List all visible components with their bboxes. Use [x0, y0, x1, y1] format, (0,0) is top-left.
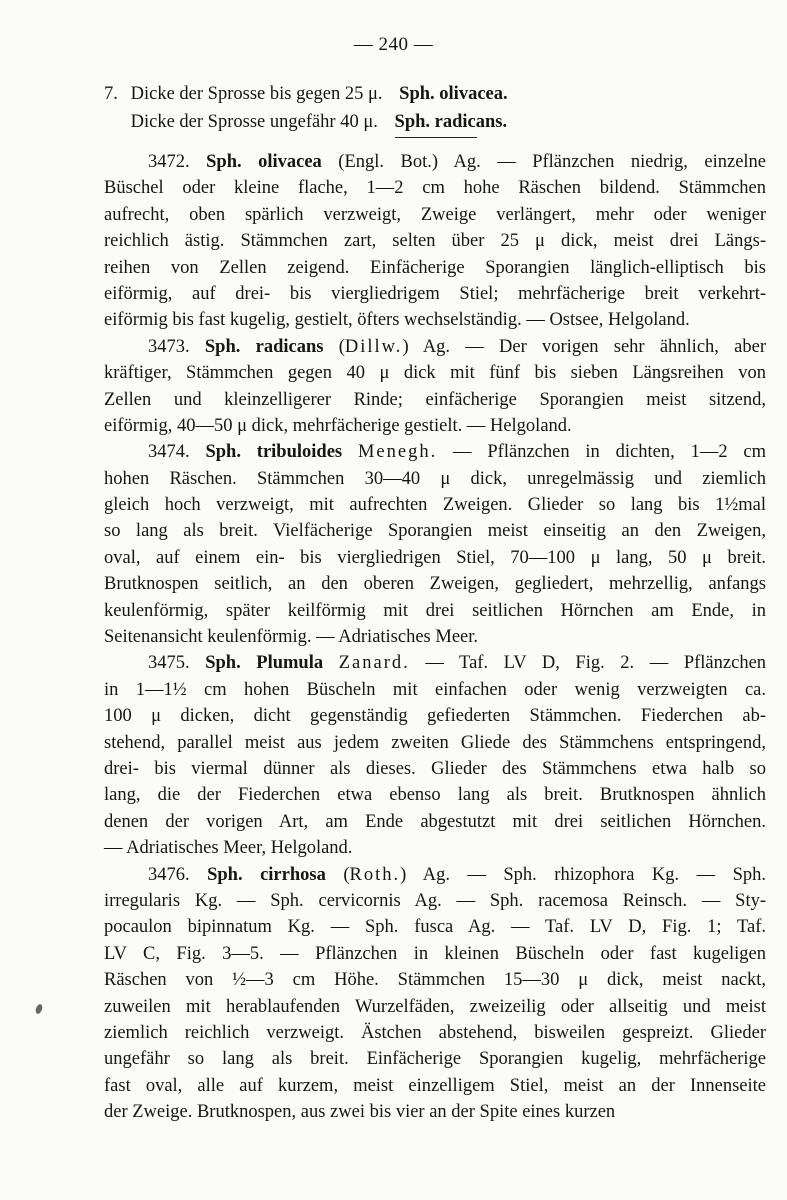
- entry-text-line: [104, 413, 766, 439]
- species-descriptions: [104, 149, 766, 1125]
- text-run: zuweilen mit herablaufenden Wurzelfäden, zweizeilig oder allseitig und meist: [104, 996, 766, 1017]
- text-run: [323, 653, 339, 673]
- entry-text-line: [104, 228, 766, 254]
- entry-text-line: [104, 202, 766, 228]
- species-name: Sph. cirrhosa: [207, 864, 326, 885]
- species-entry-3473: [104, 334, 766, 440]
- text-run: reichlich ästig. Stämmchen zart, selten über 25 μ dick, meist drei Längs-: [104, 231, 766, 252]
- entry-text-line: [104, 518, 766, 544]
- species-entry-3472: [104, 149, 766, 334]
- entry-text-line: [104, 281, 766, 307]
- entry-text-line: [104, 703, 766, 729]
- entry-text-line: [104, 598, 766, 624]
- author-abbreviation: Zanard.: [338, 653, 410, 674]
- entry-text-line: [104, 175, 766, 201]
- entry-text-line: [104, 1073, 766, 1099]
- text-run: ungefähr so lang als breit. Einfächerige Sporangien kugelig, mehrfächerige: [104, 1049, 766, 1070]
- text-run: eiförmig, 40—50 μ dick, mehrfächerige gestielt. — Helgoland.: [104, 415, 572, 436]
- text-run: 3473.: [148, 336, 205, 357]
- entry-text-line: [104, 360, 766, 386]
- text-run: kräftiger, Stämmchen gegen 40 μ dick mit fünf bis sieben Längsreihen von: [104, 363, 766, 384]
- entry-text-line: [104, 835, 766, 861]
- entry-heading-line: [104, 650, 766, 676]
- text-run: — Taf. LV D, Fig. 2. — Pflänzchen: [409, 653, 767, 674]
- text-run: 3474.: [148, 442, 206, 463]
- entry-heading-line: [104, 439, 766, 465]
- entry-text-line: [104, 492, 766, 518]
- text-run: in 1—1½ cm hohen Büscheln mit einfachen oder wenig verzweigten ca.: [104, 679, 766, 700]
- identification-key: [104, 80, 744, 136]
- entry-text-line: [104, 545, 766, 571]
- entry-heading-line: [104, 862, 766, 888]
- key-species-name: Sph. radicans.: [394, 112, 508, 132]
- text-run: oval, auf einem ein- bis viergliedrigen Stiel, 70—100 μ lang, 50 μ breit.: [104, 547, 766, 568]
- entry-heading-line: [104, 334, 766, 360]
- text-run: 3475.: [148, 653, 206, 674]
- entry-text-line: [104, 914, 766, 940]
- species-name: Sph. tribuloides: [205, 442, 343, 463]
- key-line-1: [104, 80, 744, 108]
- species-entry-3476: [104, 862, 766, 1126]
- text-run: ziemlich reichlich verzweigt. Ästchen abstehend, bisweilen gespreizt. Glieder: [104, 1022, 766, 1043]
- species-name: Sph. olivacea: [206, 152, 322, 172]
- text-run: lang, die der Fiederchen etwa ebenso lang als breit. Brutknospen ähnlich: [104, 785, 766, 806]
- entry-text-line: [104, 571, 766, 597]
- entry-text-line: [104, 888, 766, 914]
- entry-text-line: [104, 967, 766, 993]
- text-run: — Adriatisches Meer, Helgoland.: [104, 838, 353, 859]
- text-run: 3476.: [148, 864, 208, 885]
- text-run: keulenförmig, später keilförmig mit drei seitlichen Hörnchen am Ende, in: [104, 600, 766, 621]
- text-run: der Zweige. Brutknospen, aus zwei bis vier an der Spite eines kurzen: [104, 1102, 616, 1123]
- entry-heading-line: [104, 149, 766, 175]
- entry-text-line: [104, 624, 766, 650]
- text-run: (Engl. Bot.) Ag. — Pflänzchen niedrig, einzelne: [321, 152, 767, 172]
- entry-text-line: [104, 994, 766, 1020]
- text-run: reihen von Zellen zeigend. Einfächerige Sporangien länglich-elliptisch bis: [104, 257, 766, 278]
- text-run: so lang als breit. Vielfächerige Sporangien meist einseitig an den Zweigen,: [104, 521, 766, 542]
- text-run: Räschen von ½—3 cm Höhe. Stämmchen 15—30 μ dick, meist nackt,: [104, 970, 766, 991]
- text-run: Brutknospen seitlich, an den oberen Zweigen, gegliedert, mehrzellig, anfangs: [104, 574, 766, 595]
- section-divider: [395, 137, 477, 138]
- key-text: Dicke der Sprosse bis gegen 25 μ.: [130, 84, 383, 104]
- key-text: Dicke der Sprosse ungefähr 40 μ.: [130, 112, 378, 132]
- page-number: — 240 —: [353, 34, 434, 55]
- species-name: Sph. Plumula: [205, 653, 324, 674]
- author-abbreviation: Roth.: [349, 864, 401, 885]
- text-run: drei- bis viermal dünner als dieses. Glieder des Stämmchens etwa halb so: [104, 758, 766, 779]
- text-run: irregularis Kg. — Sph. cervicornis Ag. — Sph. racemosa Reinsch. — Sty-: [104, 890, 766, 911]
- entry-text-line: [104, 756, 766, 782]
- entry-text-line: [104, 809, 766, 835]
- text-run: LV C, Fig. 3—5. — Pflänzchen in kleinen Büscheln oder fast kugeligen: [104, 943, 766, 964]
- text-run: aufrecht, oben spärlich verzweigt, Zweige verlängert, mehr oder weniger: [104, 204, 766, 225]
- entry-text-line: [104, 307, 766, 333]
- text-run: 100 μ dicken, dicht gegenständig gefiederten Stämmchen. Fiederchen ab-: [104, 706, 766, 727]
- scan-speck: [34, 1003, 43, 1014]
- author-abbreviation: Dillw.: [344, 336, 403, 357]
- text-run: pocaulon bipinnatum Kg. — Sph. fusca Ag. — Taf. LV D, Fig. 1; Taf.: [104, 917, 766, 938]
- text-run: eiförmig, auf drei- bis viergliedrigem Stiel; mehrfächerige breit verkehrt-: [104, 283, 766, 304]
- text-run: 3472.: [148, 152, 207, 172]
- key-number: 7.: [104, 84, 118, 104]
- text-run: — Pflänzchen in dichten, 1—2 cm: [437, 442, 767, 463]
- text-run: eiförmig bis fast kugelig, gestielt, öfters wechselständig. — Ostsee, Helgoland.: [104, 310, 690, 331]
- text-run: hohen Räschen. Stämmchen 30—40 μ dick, unregelmässig und ziemlich: [104, 468, 766, 489]
- entry-text-line: [104, 1046, 766, 1072]
- entry-text-line: [104, 387, 766, 413]
- text-run: (: [323, 336, 345, 357]
- text-run: gleich hoch verzweigt, mit aufrechten Zweigen. Glieder so lang bis 1½mal: [104, 495, 766, 516]
- text-run: fast oval, alle auf kurzem, meist einzelligem Stiel, meist an der Innenseite: [104, 1075, 766, 1096]
- text-run: stehend, parallel meist aus jedem zweiten Gliede des Stämmchens entspringend,: [104, 732, 766, 753]
- key-species-name: Sph. olivacea.: [399, 84, 508, 104]
- species-name: Sph. radicans: [204, 336, 324, 357]
- entry-text-line: [104, 677, 766, 703]
- species-entry-3475: [104, 650, 766, 861]
- text-run: ) Ag. — Sph. rhizophora Kg. — Sph.: [400, 864, 766, 885]
- text-run: [342, 442, 358, 462]
- entry-text-line: [104, 1020, 766, 1046]
- text-run: (: [325, 864, 350, 885]
- entry-text-line: [104, 466, 766, 492]
- text-run: Büschel oder kleine flache, 1—2 cm hohe Räschen bildend. Stämmchen: [104, 178, 766, 199]
- key-line-2: [104, 108, 744, 136]
- species-entry-3474: [104, 439, 766, 650]
- text-run: ) Ag. — Der vorigen sehr ähnlich, aber: [402, 336, 766, 357]
- text-run: Seitenansicht keulenförmig. — Adriatisches Meer.: [104, 627, 479, 648]
- author-abbreviation: Menegh.: [357, 442, 438, 463]
- text-run: denen der vorigen Art, am Ende abgestutzt mit drei seitlichen Hörnchen.: [104, 811, 766, 832]
- entry-text-line: [104, 941, 766, 967]
- text-run: Zellen und kleinzelligerer Rinde; einfächerige Sporangien meist sitzend,: [104, 389, 766, 410]
- entry-text-line: [104, 1099, 766, 1125]
- entry-text-line: [104, 730, 766, 756]
- entry-text-line: [104, 782, 766, 808]
- entry-text-line: [104, 255, 766, 281]
